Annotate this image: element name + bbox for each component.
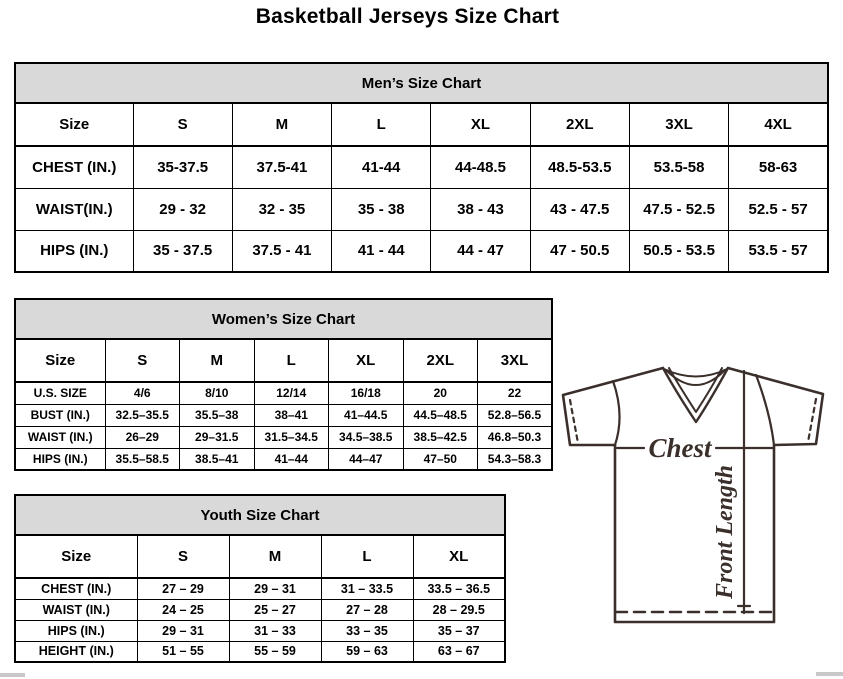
women-value-cell: 22 xyxy=(478,382,553,404)
youth-value-cell: 33.5 – 36.5 xyxy=(413,578,505,599)
mens-size-header-row xyxy=(15,103,828,146)
youth-table-title: Youth Size Chart xyxy=(15,495,505,535)
men-value-cell: 48.5-53.5 xyxy=(530,146,629,188)
men-value-cell: 41 - 44 xyxy=(332,230,431,272)
women-value-cell: 44–47 xyxy=(329,448,404,470)
scrollbar-fragment-left[interactable] xyxy=(0,673,25,677)
men-size-header: M xyxy=(232,103,331,146)
women-value-cell: 47–50 xyxy=(403,448,478,470)
men-size-header: L xyxy=(332,103,431,146)
men-value-cell: 47.5 - 52.5 xyxy=(629,188,728,230)
women-value-cell: 12/14 xyxy=(254,382,329,404)
womens-table-title: Women’s Size Chart xyxy=(15,299,552,339)
table-row xyxy=(15,230,828,272)
women-size-header: XL xyxy=(329,339,404,382)
women-value-cell: 20 xyxy=(403,382,478,404)
youth-value-cell: 31 – 33 xyxy=(229,620,321,641)
women-value-cell: 26–29 xyxy=(105,426,180,448)
men-value-cell: 50.5 - 53.5 xyxy=(629,230,728,272)
men-size-header: XL xyxy=(431,103,530,146)
women-value-cell: 41–44.5 xyxy=(329,404,404,426)
women-value-cell: 46.8–50.3 xyxy=(478,426,553,448)
youth-row-label: HEIGHT (IN.) xyxy=(15,641,137,662)
table-row xyxy=(15,448,552,470)
women-value-cell: 41–44 xyxy=(254,448,329,470)
jersey-diagram-svg xyxy=(556,360,837,626)
women-value-cell: 44.5–48.5 xyxy=(403,404,478,426)
women-row-label: BUST (IN.) xyxy=(15,404,105,426)
youth-size-header: S xyxy=(137,535,229,578)
page-title: Basketball Jerseys Size Chart xyxy=(255,5,560,28)
women-size-header: S xyxy=(105,339,180,382)
women-value-cell: 8/10 xyxy=(180,382,255,404)
youth-value-cell: 55 – 59 xyxy=(229,641,321,662)
men-value-cell: 44-48.5 xyxy=(431,146,530,188)
women-row-label: WAIST (IN.) xyxy=(15,426,105,448)
youth-size-header: L xyxy=(321,535,413,578)
men-row-label: WAIST(IN.) xyxy=(15,188,133,230)
table-row xyxy=(15,620,505,641)
men-value-cell: 53.5-58 xyxy=(629,146,728,188)
women-row-label: HIPS (IN.) xyxy=(15,448,105,470)
women-value-cell: 32.5–35.5 xyxy=(105,404,180,426)
men-value-cell: 43 - 47.5 xyxy=(530,188,629,230)
men-size-header: 4XL xyxy=(729,103,828,146)
youth-value-cell: 29 – 31 xyxy=(229,578,321,599)
youth-size-header: M xyxy=(229,535,321,578)
scrollbar-fragment-right[interactable] xyxy=(816,672,843,676)
women-value-cell: 31.5–34.5 xyxy=(254,426,329,448)
women-value-cell: 52.8–56.5 xyxy=(478,404,553,426)
men-value-cell: 29 - 32 xyxy=(133,188,232,230)
men-value-cell: 35-37.5 xyxy=(133,146,232,188)
women-value-cell: 38.5–41 xyxy=(180,448,255,470)
table-row xyxy=(15,146,828,188)
front-length-label: Front Length xyxy=(712,464,738,600)
women-size-header: 3XL xyxy=(478,339,553,382)
mens-table-caption-row xyxy=(15,63,828,103)
men-value-cell: 47 - 50.5 xyxy=(530,230,629,272)
men-value-cell: 58-63 xyxy=(729,146,828,188)
men-value-cell: 37.5 - 41 xyxy=(232,230,331,272)
women-value-cell: 16/18 xyxy=(329,382,404,404)
women-size-header: M xyxy=(180,339,255,382)
men-value-cell: 44 - 47 xyxy=(431,230,530,272)
women-value-cell: 38.5–42.5 xyxy=(403,426,478,448)
men-row-label: CHEST (IN.) xyxy=(15,146,133,188)
youth-value-cell: 51 – 55 xyxy=(137,641,229,662)
women-value-cell: 35.5–38 xyxy=(180,404,255,426)
table-row xyxy=(15,188,828,230)
womens-size-table xyxy=(14,298,553,471)
women-size-col-label: Size xyxy=(15,339,105,382)
youth-value-cell: 29 – 31 xyxy=(137,620,229,641)
men-value-cell: 32 - 35 xyxy=(232,188,331,230)
men-value-cell: 52.5 - 57 xyxy=(729,188,828,230)
men-value-cell: 37.5-41 xyxy=(232,146,331,188)
women-value-cell: 54.3–58.3 xyxy=(478,448,553,470)
youth-value-cell: 59 – 63 xyxy=(321,641,413,662)
men-row-label: HIPS (IN.) xyxy=(15,230,133,272)
women-value-cell: 4/6 xyxy=(105,382,180,404)
jersey-right-armhole-seam xyxy=(756,375,774,445)
youth-row-label: WAIST (IN.) xyxy=(15,599,137,620)
men-size-header: 3XL xyxy=(629,103,728,146)
jersey-right-sleeve-dash xyxy=(808,399,816,442)
men-size-header: S xyxy=(133,103,232,146)
youth-value-cell: 31 – 33.5 xyxy=(321,578,413,599)
youth-value-cell: 63 – 67 xyxy=(413,641,505,662)
men-size-col-label: Size xyxy=(15,103,133,146)
youth-row-label: HIPS (IN.) xyxy=(15,620,137,641)
youth-value-cell: 27 – 28 xyxy=(321,599,413,620)
women-size-header: L xyxy=(254,339,329,382)
youth-value-cell: 28 – 29.5 xyxy=(413,599,505,620)
jersey-left-armhole-seam xyxy=(613,381,620,445)
mens-size-table xyxy=(14,62,829,273)
table-row xyxy=(15,641,505,662)
women-row-label: U.S. SIZE xyxy=(15,382,105,404)
youth-row-label: CHEST (IN.) xyxy=(15,578,137,599)
men-value-cell: 53.5 - 57 xyxy=(729,230,828,272)
men-value-cell: 35 - 38 xyxy=(332,188,431,230)
womens-table-caption-row xyxy=(15,299,552,339)
men-value-cell: 38 - 43 xyxy=(431,188,530,230)
youth-value-cell: 35 – 37 xyxy=(413,620,505,641)
youth-size-table xyxy=(14,494,506,663)
men-value-cell: 41-44 xyxy=(332,146,431,188)
youth-value-cell: 27 – 29 xyxy=(137,578,229,599)
youth-size-header-row xyxy=(15,535,505,578)
table-row xyxy=(15,382,552,404)
chest-label: Chest xyxy=(648,433,712,463)
jersey-measurement-diagram xyxy=(556,360,837,626)
women-value-cell: 29–31.5 xyxy=(180,426,255,448)
men-size-header: 2XL xyxy=(530,103,629,146)
table-row xyxy=(15,578,505,599)
women-value-cell: 38–41 xyxy=(254,404,329,426)
women-value-cell: 34.5–38.5 xyxy=(329,426,404,448)
table-row xyxy=(15,404,552,426)
women-size-header: 2XL xyxy=(403,339,478,382)
youth-table-caption-row xyxy=(15,495,505,535)
men-value-cell: 35 - 37.5 xyxy=(133,230,232,272)
youth-size-header: XL xyxy=(413,535,505,578)
youth-size-col-label: Size xyxy=(15,535,137,578)
youth-value-cell: 33 – 35 xyxy=(321,620,413,641)
table-row xyxy=(15,426,552,448)
table-row xyxy=(15,599,505,620)
jersey-left-sleeve-dash xyxy=(570,400,578,443)
youth-value-cell: 24 – 25 xyxy=(137,599,229,620)
youth-value-cell: 25 – 27 xyxy=(229,599,321,620)
mens-table-title: Men’s Size Chart xyxy=(15,63,828,103)
womens-size-header-row xyxy=(15,339,552,382)
women-value-cell: 35.5–58.5 xyxy=(105,448,180,470)
